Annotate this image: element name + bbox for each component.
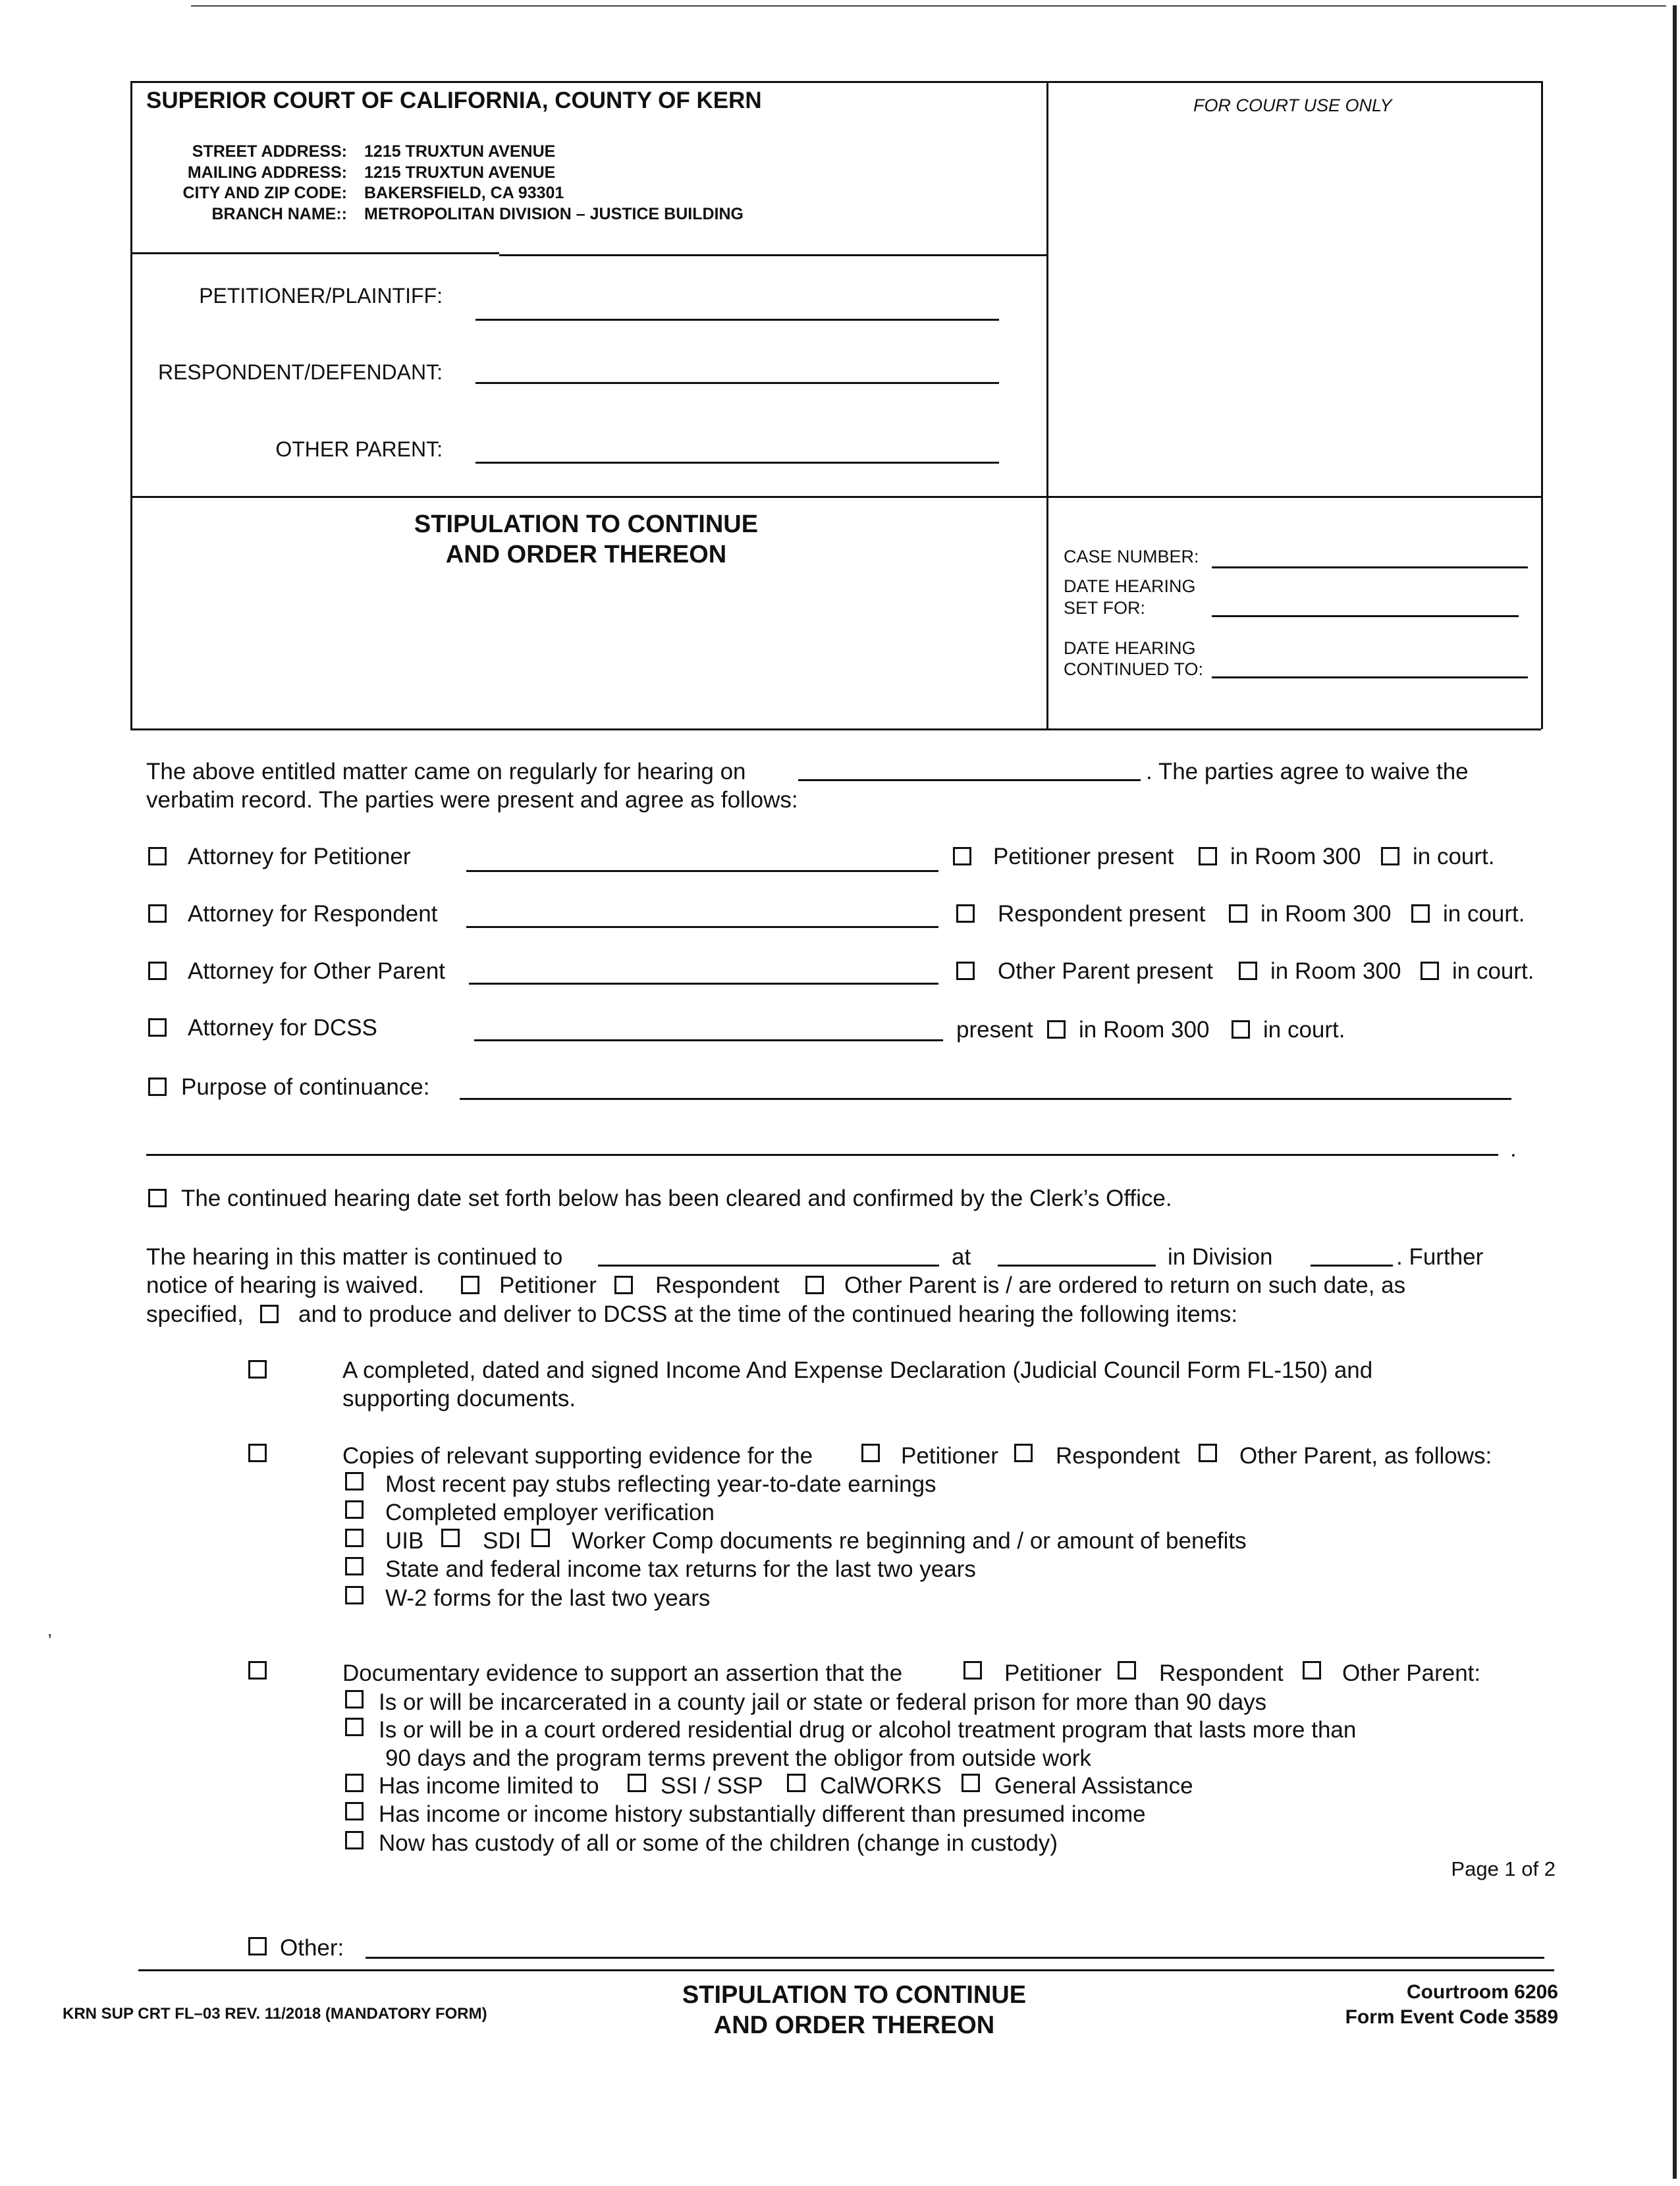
item2-respondent-checkbox[interactable] [1014, 1444, 1033, 1462]
incarcerated-label: Is or will be incarcerated in a county jail or state or federal prison for more than 90 days [379, 1689, 1267, 1715]
footer-title-1: STIPULATION TO CONTINUE [682, 1981, 1027, 2009]
dcss-room-checkbox[interactable] [1047, 1020, 1066, 1039]
item2-intro: Copies of relevant supporting evidence for the [342, 1443, 813, 1469]
continued-e: notice of hearing is waived. [146, 1272, 425, 1298]
ssi-label: SSI / SSP [661, 1773, 763, 1799]
form-title-line2: AND ORDER THEREON [445, 541, 727, 568]
return-petitioner-checkbox[interactable] [461, 1276, 479, 1294]
item3-respondent-checkbox[interactable] [1118, 1661, 1136, 1680]
w2-label: W-2 forms for the last two years [385, 1585, 711, 1611]
attorney-respondent-field[interactable] [466, 926, 938, 928]
other-field[interactable] [366, 1957, 1544, 1959]
caption-line-c [130, 496, 1541, 498]
attorney-petitioner-checkbox[interactable] [148, 847, 167, 865]
income-limited-label: Has income limited to [379, 1773, 599, 1799]
continued-c: in Division [1168, 1244, 1273, 1270]
purpose-checkbox[interactable] [148, 1078, 167, 1096]
uib-checkbox[interactable] [345, 1529, 364, 1547]
item1-line2: supporting documents. [342, 1386, 576, 1411]
treatment-checkbox[interactable] [345, 1718, 364, 1736]
dcss-present-label: present [956, 1017, 1033, 1043]
other-room-checkbox[interactable] [1239, 962, 1257, 980]
dcss-room-label: in Room 300 [1079, 1017, 1210, 1043]
street-address-value: 1215 TRUXTUN AVENUE [364, 142, 556, 161]
date-cont-field[interactable] [1212, 676, 1528, 678]
return-other-checkbox[interactable] [805, 1276, 824, 1294]
city-zip-label: CITY AND ZIP CODE: [182, 184, 347, 202]
scan-top-border [191, 5, 1666, 7]
item2-respondent-label: Respondent [1056, 1443, 1180, 1469]
date-set-field[interactable] [1212, 615, 1519, 617]
cleared-label: The continued hearing date set forth below has been cleared and confirmed by the Clerk’s Office. [181, 1186, 1172, 1211]
calworks-label: CalWORKS [820, 1773, 942, 1799]
continued-j: and to produce and deliver to DCSS at the time of the continued hearing the following items: [298, 1301, 1238, 1327]
attorney-petitioner-field[interactable] [466, 870, 938, 872]
petitioner-room-label: in Room 300 [1230, 844, 1361, 869]
scan-right-border [1673, 5, 1677, 2179]
item3-respondent-label: Respondent [1159, 1660, 1284, 1686]
pay-stubs-label: Most recent pay stubs reflecting year-to-date earnings [385, 1471, 936, 1497]
continued-i: specified, [146, 1301, 244, 1327]
footer-courtroom: Courtroom 6206 [1406, 1981, 1558, 2003]
petitioner-field[interactable] [475, 319, 999, 321]
mailing-address-label: MAILING ADDRESS: [187, 163, 347, 182]
attorney-petitioner-label: Attorney for Petitioner [188, 844, 411, 869]
respondent-field[interactable] [475, 382, 999, 384]
other-court-label: in court. [1452, 958, 1534, 984]
petitioner-label: PETITIONER/PLAINTIFF: [199, 284, 443, 308]
item1-line1: A completed, dated and signed Income And Expense Declaration (Judicial Council Form FL-150) and [342, 1357, 1373, 1383]
item2-petitioner-checkbox[interactable] [861, 1444, 880, 1462]
general-assistance-checkbox[interactable] [962, 1774, 980, 1792]
item1-checkbox[interactable] [248, 1360, 267, 1379]
employer-checkbox[interactable] [345, 1500, 364, 1519]
treatment-label-1: Is or will be in a court ordered residential drug or alcohol treatment program that lasts more than [379, 1717, 1357, 1743]
petitioner-court-checkbox[interactable] [1381, 847, 1399, 865]
footer-form-id: KRN SUP CRT FL–03 REV. 11/2018 (MANDATORY FORM) [63, 2005, 487, 2023]
continued-f: Petitioner [499, 1272, 597, 1298]
item3-other-checkbox[interactable] [1303, 1661, 1321, 1680]
continued-d: . Further [1396, 1244, 1484, 1270]
item2-other-label: Other Parent, as follows: [1239, 1443, 1492, 1469]
date-cont-label-2: CONTINUED TO: [1064, 659, 1204, 679]
page-number: Page 1 of 2 [1451, 1857, 1556, 1880]
calworks-checkbox[interactable] [787, 1774, 805, 1792]
worker-comp-checkbox[interactable] [531, 1529, 550, 1547]
custody-checkbox[interactable] [345, 1831, 364, 1849]
other-label: Other: [280, 1935, 344, 1961]
continued-time-field[interactable] [998, 1265, 1156, 1267]
tax-returns-label: State and federal income tax returns for the last two years [385, 1556, 976, 1582]
stray-mark: , [47, 1620, 53, 1640]
item2-petitioner-label: Petitioner [901, 1443, 998, 1469]
respondent-court-checkbox[interactable] [1411, 904, 1430, 923]
respondent-room-checkbox[interactable] [1229, 904, 1247, 923]
cleared-checkbox[interactable] [148, 1189, 167, 1207]
continued-date-field[interactable] [598, 1265, 939, 1267]
respondent-present-checkbox[interactable] [956, 904, 975, 923]
footer-title-2: AND ORDER THEREON [713, 2011, 995, 2039]
street-address-label: STREET ADDRESS: [192, 142, 347, 161]
other-parent-field[interactable] [475, 462, 999, 464]
respondent-room-label: in Room 300 [1260, 901, 1392, 927]
attorney-respondent-checkbox[interactable] [148, 904, 167, 923]
dcss-court-checkbox[interactable] [1232, 1020, 1250, 1039]
purpose-field[interactable] [460, 1098, 1511, 1100]
income-limited-checkbox[interactable] [345, 1774, 364, 1792]
hearing-date-field[interactable] [798, 779, 1141, 781]
item2-other-checkbox[interactable] [1199, 1444, 1217, 1462]
tax-returns-checkbox[interactable] [345, 1557, 364, 1575]
other-court-checkbox[interactable] [1421, 962, 1439, 980]
item3-checkbox[interactable] [248, 1661, 267, 1680]
attorney-dcss-label: Attorney for DCSS [188, 1015, 377, 1041]
case-number-label: CASE NUMBER: [1064, 547, 1199, 566]
petitioner-present-checkbox[interactable] [953, 847, 971, 865]
purpose-label: Purpose of continuance: [181, 1074, 430, 1100]
item2-checkbox[interactable] [248, 1444, 267, 1462]
continued-a: The hearing in this matter is continued to [146, 1244, 563, 1270]
attorney-other-label: Attorney for Other Parent [188, 958, 446, 984]
caption-line-b [499, 254, 1046, 256]
produce-checkbox[interactable] [260, 1305, 279, 1323]
city-zip-value: BAKERSFIELD, CA 93301 [364, 184, 564, 202]
petitioner-present-label: Petitioner present [993, 844, 1174, 869]
form-title-line1: STIPULATION TO CONTINUE [414, 510, 759, 538]
footer-rule [138, 1969, 1554, 1971]
purpose-field-2[interactable] [146, 1154, 1498, 1156]
employer-label: Completed employer verification [385, 1500, 715, 1525]
caption-right-line [1541, 81, 1543, 729]
purpose-period: . [1510, 1136, 1517, 1162]
intro-line2: verbatim record. The parties were present and agree as follows: [146, 787, 798, 813]
item3-petitioner-checkbox[interactable] [963, 1661, 982, 1680]
petitioner-court-label: in court. [1413, 844, 1495, 869]
treatment-label-2: 90 days and the program terms prevent the obligor from outside work [385, 1745, 1091, 1771]
w2-checkbox[interactable] [345, 1586, 364, 1604]
case-number-field[interactable] [1212, 566, 1528, 568]
general-assistance-label: General Assistance [994, 1773, 1193, 1799]
incarcerated-checkbox[interactable] [345, 1690, 364, 1708]
income-history-label: Has income or income history substantially different than presumed income [379, 1801, 1146, 1827]
other-checkbox[interactable] [248, 1937, 267, 1955]
other-parent-label: OTHER PARENT: [275, 437, 443, 461]
court-use-only: FOR COURT USE ONLY [1193, 96, 1392, 115]
petitioner-room-checkbox[interactable] [1199, 847, 1217, 865]
branch-name-label: BRANCH NAME:: [211, 205, 347, 223]
income-history-checkbox[interactable] [345, 1802, 364, 1820]
branch-name-value: METROPOLITAN DIVISION – JUSTICE BUILDING [364, 205, 744, 223]
intro-line1a: The above entitled matter came on regularly for hearing on [146, 759, 746, 784]
footer-event-code: Form Event Code 3589 [1345, 2006, 1558, 2028]
caption-left-line [130, 81, 132, 729]
other-present-checkbox[interactable] [956, 962, 975, 980]
continued-g: Respondent [655, 1272, 780, 1298]
item3-intro: Documentary evidence to support an assertion that the [342, 1660, 903, 1686]
respondent-present-label: Respondent present [998, 901, 1206, 927]
continued-b: at [952, 1244, 971, 1270]
uib-label: UIB [385, 1528, 424, 1554]
date-cont-label-1: DATE HEARING [1064, 638, 1196, 658]
custody-label: Now has custody of all or some of the children (change in custody) [379, 1830, 1058, 1856]
dcss-court-label: in court. [1263, 1017, 1345, 1043]
ssi-checkbox[interactable] [628, 1774, 646, 1792]
caption-middle-line [1046, 81, 1048, 729]
item3-other-label: Other Parent: [1342, 1660, 1481, 1686]
caption-bottom-line [130, 728, 1541, 730]
attorney-other-field[interactable] [469, 983, 938, 985]
item3-petitioner-label: Petitioner [1004, 1660, 1102, 1686]
division-field[interactable] [1311, 1265, 1393, 1267]
court-name: SUPERIOR COURT OF CALIFORNIA, COUNTY OF KERN [146, 88, 762, 113]
sdi-checkbox[interactable] [441, 1529, 460, 1547]
return-respondent-checkbox[interactable] [614, 1276, 633, 1294]
date-set-label-1: DATE HEARING [1064, 576, 1196, 596]
other-present-label: Other Parent present [998, 958, 1213, 984]
sdi-label: SDI [483, 1528, 522, 1554]
attorney-respondent-label: Attorney for Respondent [188, 901, 438, 927]
intro-line1b: . The parties agree to waive the [1146, 759, 1469, 784]
worker-comp-label: Worker Comp documents re beginning and / or amount of benefits [572, 1528, 1247, 1554]
pay-stubs-checkbox[interactable] [345, 1472, 364, 1490]
respondent-label: RESPONDENT/DEFENDANT: [157, 360, 443, 384]
date-set-label-2: SET FOR: [1064, 598, 1146, 618]
other-room-label: in Room 300 [1270, 958, 1401, 984]
continued-h: Other Parent is / are ordered to return on such date, as [844, 1272, 1406, 1298]
caption-top-line [130, 81, 1541, 83]
mailing-address-value: 1215 TRUXTUN AVENUE [364, 163, 556, 182]
respondent-court-label: in court. [1443, 901, 1525, 927]
attorney-dcss-checkbox[interactable] [148, 1018, 167, 1037]
attorney-dcss-field[interactable] [474, 1039, 943, 1041]
caption-line-a [130, 252, 499, 254]
attorney-other-checkbox[interactable] [148, 962, 167, 980]
